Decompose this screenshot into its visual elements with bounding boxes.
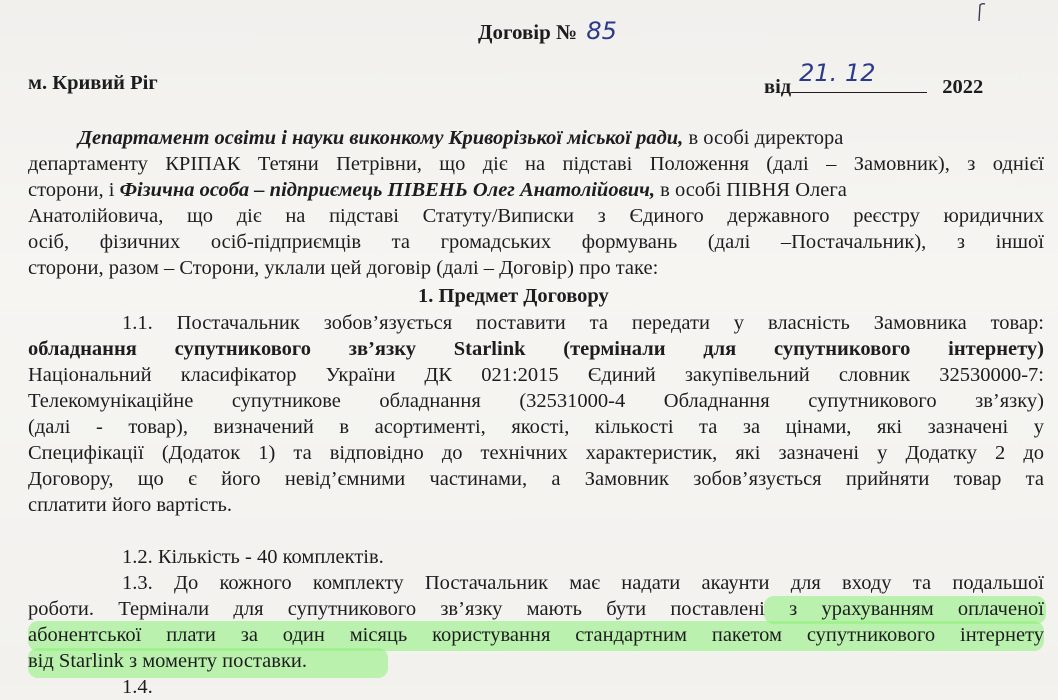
clause-1-4-partial: 1.4.: [122, 676, 153, 698]
clause-1-1-line: Телекомунікаційне супутникове обладнання (32531000-4 Обладнання супутникового зв’язку): [28, 390, 1044, 412]
preamble-line: Анатолійовича, що діє на підставі Статуту/Виписки з Єдиного державного реєстру юридичних: [28, 205, 1044, 227]
section-heading: 1. Предмет Договору: [418, 285, 609, 307]
contract-title: [478, 18, 617, 45]
contract-label: Договір №: [478, 20, 578, 44]
clause-1-3: 1.3. До кожного комплекту Постачальник має надати акаунти для входу та подальшої: [122, 572, 1044, 594]
clause-1-3-line: абонентської плати за один місяць користування стандартним пакетом супутникового інтернету: [28, 624, 1044, 646]
preamble-line: сторони, і Фізична особа – підприємець ПІВЕНЬ Олег Анатолійович, в особі ПІВНЯ Олега: [28, 179, 847, 201]
clause-1-1-line: сплатити його вартість.: [28, 494, 233, 516]
clause-1-3-line: роботи. Термінали для супутникового зв’язку мають бути поставлені з урахуванням оплаченої: [28, 598, 1044, 620]
clause-1-1-line: Специфікації (Додаток 1) та відповідно до технічних характеристик, які зазначені у Додатку 2 до: [28, 442, 1044, 464]
clause-1-1-line: Національний класифікатор України ДК 021:2015 Єдиний закупівельний словник 32530000-7:: [28, 364, 1044, 386]
clause-1-2: 1.2. Кількість - 40 комплектів.: [122, 546, 384, 568]
party-customer: Департамент освіти і науки виконкому Криворізької міської ради,: [78, 127, 684, 149]
party-supplier: Фізична особа – підприємець ПІВЕНЬ Олег Анатолійович,: [119, 179, 656, 201]
date-handwritten: 21. 12: [799, 59, 876, 87]
contract-number-handwritten: 85: [586, 17, 617, 45]
city: м. Кривий Ріг: [28, 72, 158, 94]
preamble-line: осіб, фізичних осіб-підприємців та громадських формувань (далі –Постачальник), з іншої: [28, 231, 1044, 253]
clause-1-1-line: Договору, що є його невід’ємними частинами, а Замовник зобов’язується прийняти товар та: [28, 468, 1044, 490]
clause-1-1: 1.1. Постачальник зобов’язується поставити та передати у власність Замовника товар:: [122, 312, 1044, 334]
handwritten-mark: [976, 2, 986, 22]
clause-1-3-line: від Starlink з моменту поставки.: [28, 650, 308, 672]
contract-date: [764, 59, 984, 100]
date-year: 2022: [942, 76, 984, 98]
clause-1-1-line: (далі - товар), визначений в асортименті, якості, кількості та за цінами, які зазначені у: [28, 416, 1044, 438]
date-prefix: від: [764, 76, 792, 98]
preamble-line: департаменту КРІПАК Тетяни Петрівни, що діє на підставі Положення (далі – Замовник), з однієї: [28, 153, 1044, 175]
clause-1-1-product: обладнання супутникового зв’язку Starlink (термінали для супутникового інтернету): [28, 338, 1044, 360]
preamble-line: Департамент освіти і науки виконкому Криворізької міської ради, в особі директора: [78, 127, 844, 149]
preamble-line: сторони, разом – Сторони, уклали цей договір (далі – Договір) про таке:: [28, 257, 659, 279]
